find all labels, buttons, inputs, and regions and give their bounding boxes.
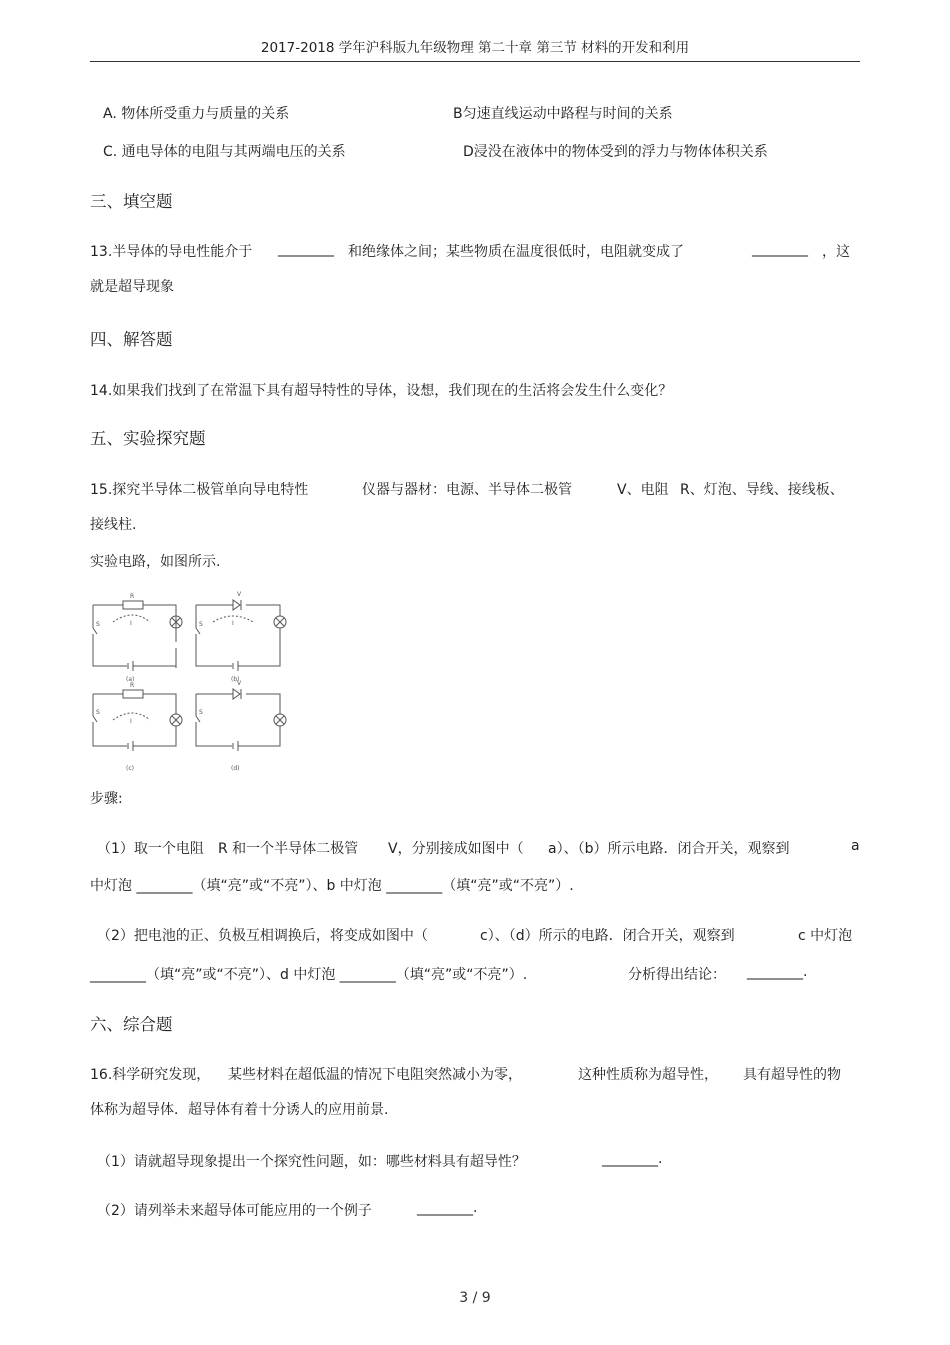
circuit-d — [196, 689, 286, 751]
q13-blank-1: ________ — [278, 241, 334, 257]
q16-text-part2: 某些材料在超低温的情况下电阻突然减小为零， — [228, 1067, 522, 1083]
q15-text-part2: 仪器与器材：电源、半导体二极管 — [362, 482, 572, 498]
circuit-a — [93, 601, 182, 671]
circuit-diagram-figure — [88, 588, 303, 772]
q15-step2-part1: （2）把电池的正、负极互相调换后，将变成如图中（ — [97, 928, 428, 944]
q15-text-part4: R、灯泡、导线、接线板、 — [680, 482, 844, 498]
q16-text-part1: 16.科学研究发现， — [90, 1067, 211, 1083]
q15-text-part1: 15.探究半导体二极管单向导电特性 — [90, 482, 309, 498]
current-label-c: I — [130, 718, 132, 725]
header-divider — [90, 61, 860, 62]
current-label-a: I — [130, 620, 132, 627]
q15-step2-part2: c）、（d）所示的电路．闭合开关，观察到 — [480, 928, 735, 944]
q13-text-line2: 就是超导现象 — [90, 279, 174, 295]
q13-blank-2: ________ — [752, 241, 808, 257]
option-d: D浸没在液体中的物体受到的浮力与物体体积关系 — [463, 144, 768, 160]
q15-step1-part4: a）、（b）所示电路．闭合开关，观察到 — [548, 841, 790, 857]
label-c: (c) — [126, 765, 134, 772]
q13-text-part3: ，这 — [822, 244, 850, 260]
q15-step1-part5: a — [851, 838, 860, 854]
page-number: 3 / 9 — [459, 1290, 491, 1306]
q15-step2-line2-part2: 分析得出结论： — [628, 967, 726, 983]
q15-step2-part3: c 中灯泡 — [798, 928, 853, 944]
q15-steps-label: 步骤: — [90, 791, 123, 807]
diode-label-d: V — [237, 680, 242, 687]
switch-label-b: S — [199, 621, 203, 628]
q15-step1-part3: V，分别接成如图中（ — [388, 841, 524, 857]
q15-step1-part2: R 和一个半导体二极管 — [218, 841, 359, 857]
page-header: 2017-2018 学年沪科版九年级物理 第二十章 第三节 材料的开发和利用 — [260, 40, 690, 56]
q16-text-line2: 体称为超导体．超导体有着十分诱人的应用前景. — [90, 1102, 389, 1118]
q15-step1-part1: （1）取一个电阻 — [97, 841, 204, 857]
q16-sub2-text: （2）请列举未来超导体可能应用的一个例子 — [97, 1203, 372, 1219]
resistor-label-c: R — [130, 682, 135, 689]
q15-step2-line2-part3: ________. — [747, 964, 808, 980]
q16-sub1-blank: ________. — [602, 1151, 663, 1167]
q16-sub2-blank: ________. — [417, 1200, 478, 1216]
q16-sub1-text: （1）请就超导现象提出一个探究性问题，如：哪些材料具有超导性？ — [97, 1154, 526, 1170]
q13-text-part1: 13.半导体的导电性能介于 — [90, 244, 253, 260]
switch-label-a: S — [96, 621, 100, 628]
option-b: B匀速直线运动中路程与时间的关系 — [453, 106, 673, 122]
q14-text: 14.如果我们找到了在常温下具有超导特性的导体，设想，我们现在的生活将会发生什么变化？ — [90, 383, 673, 399]
label-b: (b) — [231, 676, 240, 683]
diode-label-b: V — [237, 591, 242, 598]
q13-text-part2: 和绝缘体之间；某些物质在温度很低时，电阻就变成了 — [348, 244, 684, 260]
section-title-comprehensive: 六、综合题 — [90, 1015, 173, 1034]
resistor-label-a: R — [130, 593, 135, 600]
circuit-b — [196, 600, 286, 671]
label-d: (d) — [231, 765, 240, 772]
q15-text-line3: 实验电路，如图所示. — [90, 554, 221, 570]
switch-label-d: S — [199, 709, 203, 716]
q15-text-line2: 接线柱. — [90, 517, 137, 533]
section-title-experiment: 五、实验探究题 — [90, 429, 206, 448]
label-a: (a) — [126, 676, 135, 683]
q16-text-part3: 这种性质称为超导性， — [578, 1067, 718, 1083]
q15-step1-line2: 中灯泡 ________（填“亮”或“不亮”）、b 中灯泡 ________（填“亮”或“不亮”）. — [90, 878, 574, 894]
section-title-answer: 四、解答题 — [90, 330, 173, 349]
q16-text-part4: 具有超导性的物 — [743, 1067, 841, 1083]
option-c: C. 通电导体的电阻与其两端电压的关系 — [103, 144, 346, 160]
q15-text-part3: V、电阻 — [617, 482, 669, 498]
option-a: A. 物体所受重力与质量的关系 — [103, 106, 290, 122]
circuit-c — [93, 690, 182, 751]
switch-label-c: S — [96, 709, 100, 716]
current-label-b: I — [232, 620, 234, 627]
section-title-fill-in: 三、填空题 — [90, 192, 173, 211]
q15-step2-line2-part1: ________（填“亮”或“不亮”）、d 中灯泡 ________（填“亮”或“不亮”）. — [90, 967, 528, 983]
